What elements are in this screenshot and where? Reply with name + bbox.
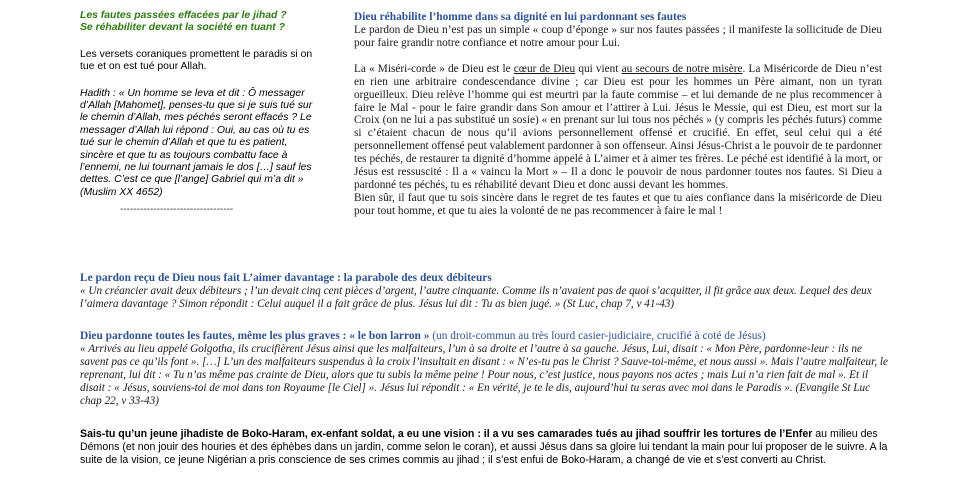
para2-start: La « Miséri-corde » de Dieu est le bbox=[354, 62, 514, 75]
debtors-quote: « Un créancier avait deux débiteurs ; l’un devait cinq cent pièces d’argent, l’autre cinquante. Comme ils n’avaient pas de quoi s’acquitter, il fit grâce aux deux. Lequel des deux l’aimera davantage ? Simon répondit : Celui auquel il a fait grâce de plus. Jésus lui dit : Tu as bien jugé. » (St Luc, chap 7, v 41-43) bbox=[80, 285, 872, 310]
left-column bbox=[80, 10, 316, 215]
rescue-link: au secours de notre misère bbox=[621, 62, 743, 75]
left-separator: ---------------------------------- bbox=[120, 204, 234, 216]
bokoharam-bold: Sais-tu qu’un jeune jihadiste de Boko-Haram, ex-enfant soldat, a eu une vision : il a vu ses camarades tués au jihad souffrir les tortures de l’Enfer bbox=[80, 428, 813, 440]
right-para2 bbox=[354, 63, 882, 192]
right-heading: Dieu réhabilite l’homme dans sa dignité en lui pardonnant ses fautes bbox=[354, 11, 687, 23]
debtors-heading: Le pardon reçu de Dieu nous fait L’aimer davantage : la parabole des deux débiteurs bbox=[80, 272, 492, 284]
para2-rest: . La Miséricorde de Dieu n’est en rien une arbitraire condescendance divine ; car Dieu est pour les hommes un Père aimant, non un tyran orgueilleux. Dieu relève l’homme qui est meurtri par la faute commise – et lui demande de ne plus recommencer à faire le Mal - pour le faire grandir dans Son amour et l’attirer à Lui. Jésus le Messie, qui est Dieu, est mort sur la Croix (on ne lui a pas substitué un sosie) « en prenant sur lui tous nos péchés » (y compris les péchés futurs) comme si c’étaient chacun de nous qu’il avions personnellement offensé et crucifié. En effet, seul celui qui a été personnellement offensé peut valablement pardonner à son offenseur. Ainsi Jésus-Christ a le pouvoir de te pardonner tes péchés, de restaurer ta dignité d’homme appelé à L’aimer et à aimer tes frères. Le péché est identifié à la mort, or Jésus est ressuscité : Il a « vaincu la Mort » – Il a donc le pouvoir de nous pardonner toutes nos fautes. Si Dieu a pardonné tes péchés, tu es réhabilité devant Dieu et donc aussi devant les hommes. bbox=[354, 62, 883, 191]
debtors-section bbox=[80, 272, 890, 311]
heart-of-god-link: cœur de Dieu bbox=[513, 62, 576, 75]
thief-heading bbox=[80, 330, 890, 343]
left-title-line2: Se réhabiliter devant la société en tuant ? bbox=[80, 22, 285, 34]
bokoharam-section bbox=[80, 428, 890, 467]
bokoharam-paragraph bbox=[80, 428, 890, 467]
right-para1: Le pardon de Dieu n’est pas un simple « coup d’éponge » sur nos fautes passées ; il manifeste la sollicitude de Dieu pour faire grandir notre confiance et notre amour pour Lui. bbox=[354, 24, 882, 49]
thief-heading-main: Dieu pardonne toutes les fautes, même les plus graves : « le bon larron » bbox=[80, 330, 430, 342]
left-intro: Les versets coraniques promettent le paradis si on tue et on est tué pour Allah. bbox=[80, 48, 313, 73]
left-title-line1: Les fautes passées effacées par le jihad ? bbox=[80, 10, 287, 21]
bokoharam-normal: au milieu des Démons (et non jouir des houries et des éphèbes dans un jardin, comme selon le coran), et aussi Jésus dans sa gloire lui tendant la main pour lui proposer de le suivre. A la suite de la vision, ce jeune Nigérian a pris conscience de ses crimes commis au jihad ; il s’est enfui de Boko-Haram, a changé de vie et s’est converti au Christ. bbox=[80, 428, 888, 466]
hadith-quote: Hadith : « Un homme se leva et dit : Ô messager d’Allah [Mahomet], penses-tu que si je suis tué sur le chemin d’Allah, mes péchés seront effacés ? Le messager d’Allah lui répond : Oui, au cas où tu es tué sur le chemin d’Allah et que tu es patient, sincère et que tu as toujours combattu face à l’ennemi, ne lui tournant jamais le dos […] sauf les dettes. C’est ce que [l’ange] Gabriel qui m’a dit » (Muslim XX 4652) bbox=[80, 87, 313, 198]
thief-section bbox=[80, 330, 890, 408]
para2-mid: qui vient bbox=[575, 62, 622, 75]
right-para3: Bien sûr, il faut que tu sois sincère dans le regret de tes fautes et que tu aies confiance dans la miséricorde de Dieu pour tout homme, et que tu aies la volonté de ne pas recommencer à faire le mal ! bbox=[354, 191, 882, 217]
thief-heading-note: (un droit-commun au très lourd casier-judiciaire, crucifié à coté de Jésus) bbox=[429, 330, 766, 342]
right-column bbox=[354, 11, 882, 218]
thief-quote: « Arrivés au lieu appelé Golgotha, ils crucifièrent Jésus ainsi que les malfaiteurs, l’un à sa droite et l’autre à sa gauche. Jésus, Lui, disait : « Mon Père, pardonne-leur : ils ne savent pas ce qu’ils font ». […] L’un des malfaiteurs suspendus à la croix l’insultait en disant : « N’es-tu pas le Christ ? Sauve-toi-même, et nous aussi ». Mais l’autre malfaiteur, le reprenant, lui dit : « Tu n’as même pas crainte de Dieu, alors que tu subis la même peine ! Pour nous, c’est justice, nous payons nos actes ; mais Lui n’a rien fait de mal ». Et il disait : « Jésus, souviens-toi de moi dans ton Royaume [le Ciel] ». Jésus lui répondit : « En vérité, je te le dis, aujourd’hui tu seras avec moi dans le Paradis ». (Evangile St Luc chap 22, v 33-43) bbox=[80, 343, 888, 407]
